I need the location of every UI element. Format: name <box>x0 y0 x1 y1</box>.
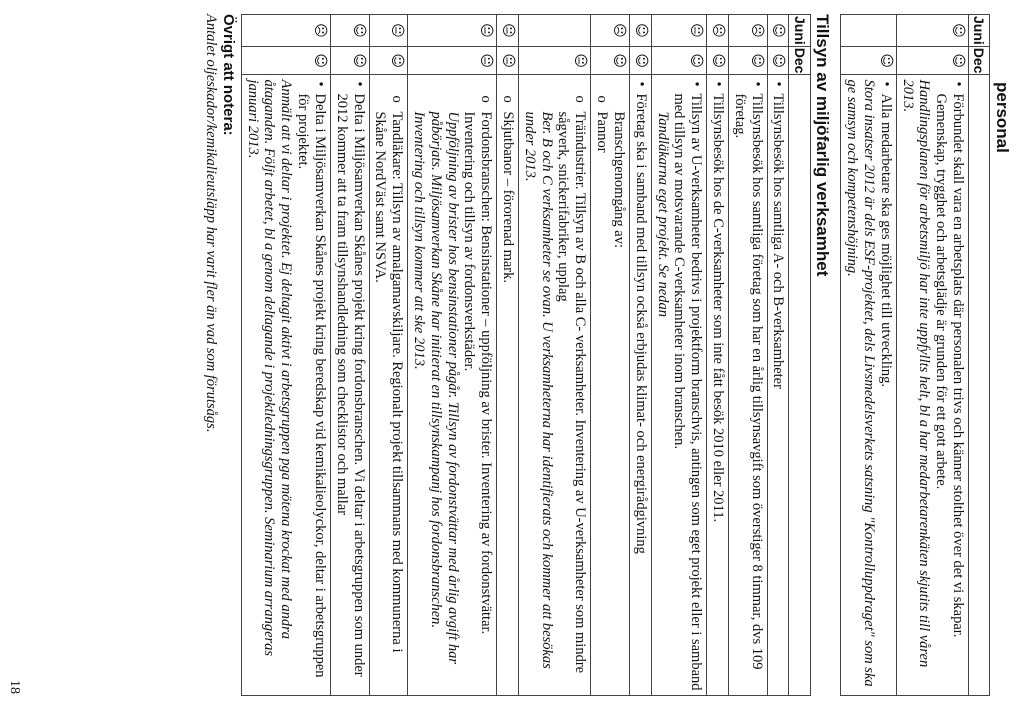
table-row <box>241 15 330 696</box>
table-row <box>408 15 497 696</box>
table-header-row <box>789 15 810 696</box>
column-header-juni: Juni <box>789 15 810 47</box>
neutral-face-icon: 😐 <box>369 15 408 47</box>
goal-text: • Tillsynsbesök hos samtliga företag som har en årlig tillsynsavgift som överstiger 8 timmar, dvs 109 företag. <box>731 79 765 691</box>
page-number: 18 <box>7 680 23 694</box>
table-row <box>767 15 789 696</box>
goal-note: Ber. B och C verksamheter se ovan. U verksamheterna har identifierats och kommer att besökas under 2013. <box>521 111 555 669</box>
happy-face-icon: ☺ <box>728 46 767 75</box>
goal-cell <box>330 75 369 696</box>
goal-subitem: o Pannor <box>593 79 610 691</box>
goal-cell <box>519 75 591 696</box>
goal-text: • Alla medarbetare ska ges möjlighet till utveckling. <box>877 79 894 691</box>
happy-face-icon: ☺ <box>241 46 330 75</box>
goal-text: • Företag ska i samband med tillsyn också erbjudas klimat- och energirådgivning <box>632 79 649 691</box>
column-header-dec: Dec <box>789 46 810 75</box>
happy-face-icon: ☺ <box>896 46 968 75</box>
table-row <box>841 15 896 696</box>
neutral-face-icon: 😐 <box>497 15 519 47</box>
goal-text: • Förbundet skall vara en arbetsplats där personalen trivs och känner stolthet över det vi skapar. Gemenskap, trygghet och arbetsglädje är grunden för ett gott arbete. <box>932 79 966 691</box>
goal-text: • Tillsyn av U-verksamheter bedrivs i projektform branschvis, antingen som eget projekt eller i samband med tillsyn av motsvarande C-verksamheter inom branschen. <box>671 79 705 691</box>
goal-intro: Branschgenomgång av: <box>610 111 627 248</box>
happy-face-icon: ☺ <box>767 46 789 75</box>
neutral-face-icon: 😐 <box>408 15 497 47</box>
goal-cell <box>896 75 968 696</box>
other-notes-heading: Övrigt att notera: <box>219 14 237 136</box>
goal-cell <box>408 75 497 696</box>
happy-face-icon: ☺ <box>841 46 896 75</box>
supervision-goals-table <box>241 14 811 696</box>
sad-face-icon: ☹ <box>728 15 767 47</box>
table-row <box>728 15 767 696</box>
goal-cell <box>841 75 896 696</box>
happy-face-icon: ☺ <box>330 15 369 47</box>
goal-cell <box>629 75 651 696</box>
happy-face-icon: ☺ <box>707 46 729 75</box>
section-heading-tillsyn: Tillsyn av miljöfarlig verksamhet <box>813 14 833 277</box>
goal-text: • Delta i Miljösamverkan Skånes projekt kring beredskap vid kemikalieolyckor, deltar i arbetsgruppen för projektet. <box>294 79 328 691</box>
goal-note: Stora insatser 2012 är dels ESF-projektet, dels Livsmedelsverkets satsning "Kontrolluppdraget" som ska ge samsyn och kompetenshöjning. <box>844 79 877 687</box>
neutral-face-icon: 😐 <box>497 46 519 75</box>
goal-note: Anmält att vi deltar i projektet. Ej deltagit aktivt i arbetsgruppen pga mötena krockat med andra åtaganden. Följt arbetet, bl a genom deltagande i projektledningsgruppen. Seminarium arrangeras januari 2013. <box>244 79 295 657</box>
sad-face-icon: ☹ <box>241 15 330 47</box>
goal-note: Tandläkarna eget projekt. Se nedan <box>654 111 671 317</box>
goal-subitem: o Fordonsbranschen: Bensinstationer – uppföljning av brister. Inventering av fordonstvättar. Inventering och tillsyn av fordonsverkstäder. <box>461 79 495 691</box>
goal-cell <box>591 75 630 696</box>
other-notes-text: Antalet oljeskador/kemikalieutsläpp har varit fler än vad som förutsågs. <box>203 14 220 433</box>
happy-face-icon: ☺ <box>330 46 369 75</box>
happy-face-icon: ☺ <box>629 15 651 47</box>
table-row <box>591 15 630 696</box>
goal-subitem: o Träindustrier. Tillsyn av B och alla C- verksamheter. Inventering av U-verksamheter som mindre sågverk, snickerifabriker, upplag <box>555 79 589 691</box>
column-header-juni: Juni <box>969 15 990 47</box>
table-row <box>707 15 729 696</box>
happy-face-icon: ☺ <box>896 15 968 47</box>
goal-text: • Tillsynsbesök hos samtliga A- och B-verksamheter <box>770 79 787 691</box>
neutral-face-icon: 😐 <box>651 15 706 47</box>
table-row <box>896 15 968 696</box>
happy-face-icon: ☺ <box>767 15 789 47</box>
table-row <box>519 15 591 696</box>
happy-face-icon: ☺ <box>591 46 630 75</box>
table-row <box>369 15 408 696</box>
neutral-face-icon: 😐 <box>408 46 497 75</box>
goal-cell <box>369 75 408 696</box>
happy-face-icon: ☺ <box>629 46 651 75</box>
goal-text: • Tillsynsbesök hos de C-verksamheter som inte fått besök 2010 eller 2011. <box>709 79 726 691</box>
goal-cell <box>651 75 706 696</box>
sad-face-icon: ☹ <box>707 15 729 47</box>
goal-cell <box>497 75 519 696</box>
goal-cell <box>728 75 767 696</box>
goal-note: Handlingsplanen för arbetsmiljö har inte uppfyllts helt, bl a har medarbetarenkäten skjutits till våren 2013. <box>899 79 933 668</box>
sad-face-icon: ☹ <box>591 15 630 47</box>
table-row <box>651 15 706 696</box>
happy-face-icon: ☺ <box>369 46 408 75</box>
goal-subitem: o Tandläkare: Tillsyn av amalgamavskiljare. Regionalt projekt tillsammans med kommunerna i Skåne NordVäst samt NSVA. <box>372 79 406 691</box>
happy-face-icon: ☺ <box>651 46 706 75</box>
neutral-face-icon: 😐 <box>519 46 591 75</box>
personal-goals-table <box>840 14 990 696</box>
goal-cell <box>241 75 330 696</box>
goal-subitem: o Skjutbanor – förorenad mark. <box>499 79 516 691</box>
column-header-dec: Dec <box>969 46 990 75</box>
table-row <box>629 15 651 696</box>
table-row <box>497 15 519 696</box>
goal-text: • Delta i Miljösamverkan Skånes projekt kring fordonsbranschen. Vi deltar i arbetsgruppen som under 2012 kommer att ta fram tillsynshandledning som checklistor och mallar <box>333 79 367 691</box>
goal-cell <box>767 75 789 696</box>
table-row <box>330 15 369 696</box>
goal-note: Uppföljning av brister hos bensinstationer pågår. Tillsyn av fordonstvättar med årlig avgift har påbörjats. Miljösamverkan Skåne har initierat en tillsynskampanj hos fordonsbranschen. Inventering och tillsyn kommer att ske 2013. <box>410 111 461 664</box>
section-heading-personal: personal <box>993 82 1012 153</box>
table-header-row <box>969 15 990 696</box>
goal-cell <box>707 75 729 696</box>
